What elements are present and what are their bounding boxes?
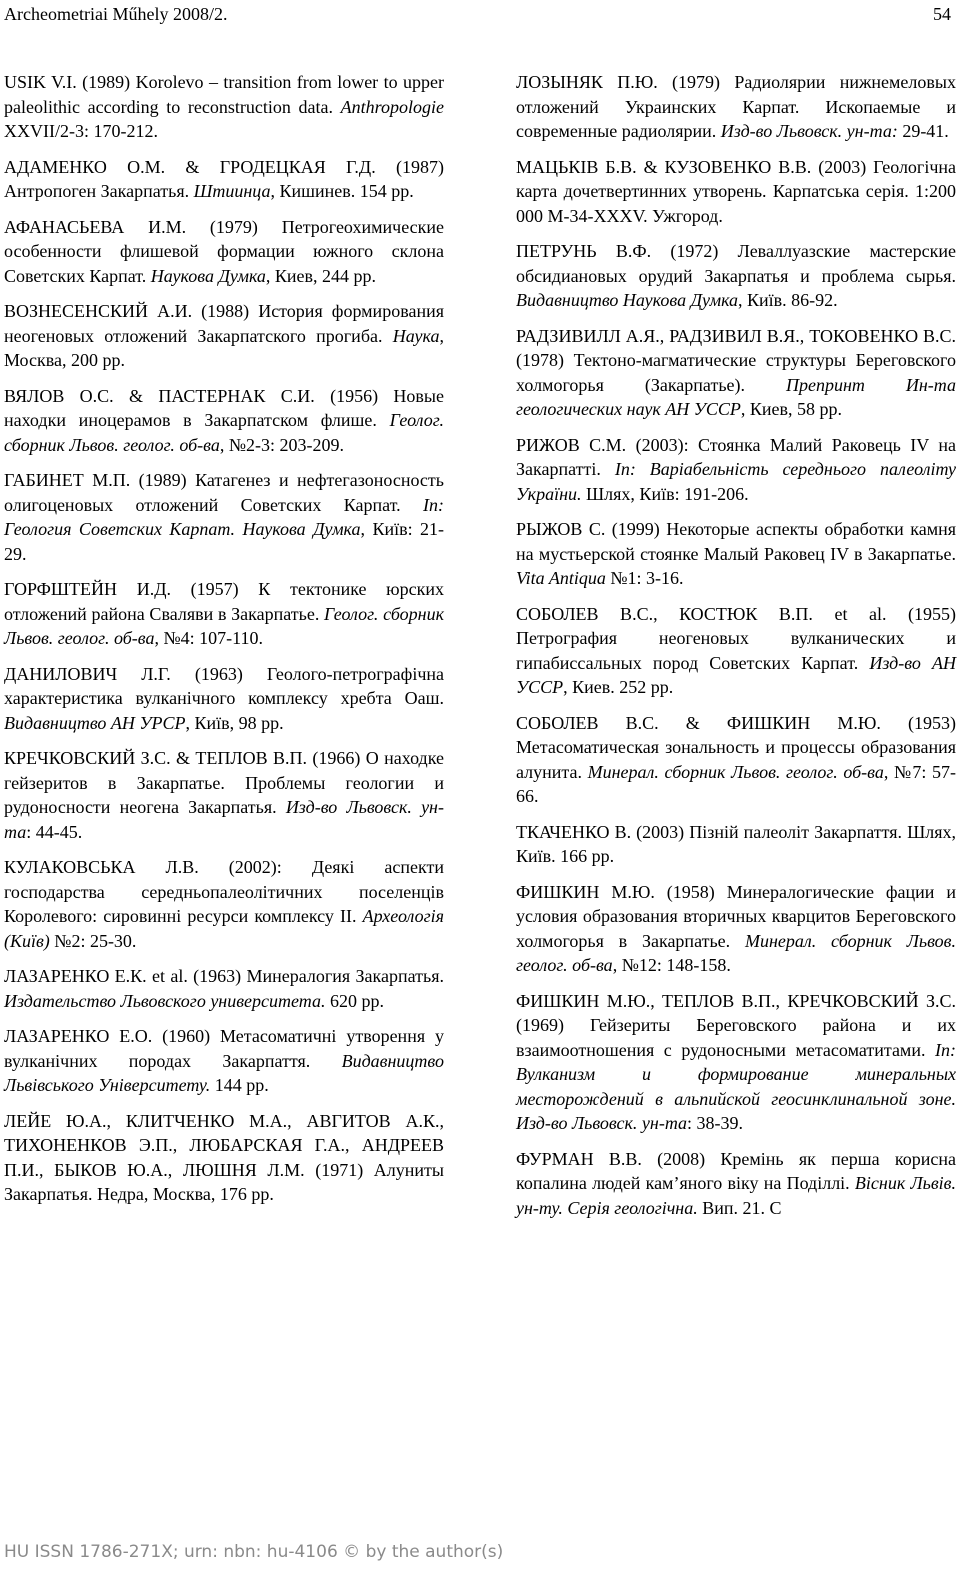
reference-entry xyxy=(516,989,956,1136)
reference-text: ФИШКИН М.Ю., ТЕПЛОВ В.П., КРЕЧКОВСКИЙ З.С. (1969) Гейзериты Береговского района и их взаимоотношения с рудоносными метасоматитами. xyxy=(516,990,956,1060)
reference-italic-text: Наука xyxy=(392,325,440,346)
reference-text: СОБОЛЕВ В.С. & ФИШКИН М.Ю. (1953) Метасоматическая зональность и процессы образования алунита. xyxy=(516,712,956,782)
reference-text: , №2-3: 203-209. xyxy=(219,434,345,455)
reference-italic-text: Наукова Думка xyxy=(150,265,266,286)
reference-text: USIK V.I. (1989) Korolevo – transition from lower to upper paleolithic according to reconstruction data. xyxy=(4,72,444,117)
page-number: 54 xyxy=(933,4,951,24)
reference-entry xyxy=(516,155,956,229)
reference-entry xyxy=(516,711,956,809)
reference-text: КУЛАКОВСЬКА Л.В. (2002): Деякі аспекти господарства середньопалеолітичних поселенців Королевого: сировинні ресурси комплексу II. xyxy=(4,857,444,926)
reference-text: , Кишинев. 154 pp. xyxy=(270,181,414,201)
reference-text: , Київ, 98 pp. xyxy=(185,712,284,733)
reference-text: РАДЗИВИЛЛ А.Я., РАДЗИВИЛ В.Я., ТОКОВЕНКО В.С. (1978) Тектоно-магматические структуры Береговского холмогорья (Закарпатье). xyxy=(516,325,956,395)
reference-italic-text: Vita Antiqua xyxy=(516,568,606,588)
reference-italic-text: Минерал. сборник Львов. геолог. об-ва xyxy=(516,930,956,975)
reference-text: ЛАЗАРЕНКО Е.О. (1960) Метасоматичні утворення у вулканічних породах Закарпаття. xyxy=(4,1026,444,1071)
page-header xyxy=(0,0,960,28)
reference-text: СОБОЛЕВ В.С., КОСТЮК В.П. et al. (1955) Петрография неогеновых вулканических и гипабиссальных пород Советских Карпат. xyxy=(516,603,956,673)
reference-entry xyxy=(4,662,444,736)
reference-entry xyxy=(4,299,444,373)
reference-text: , №12: 148-158. xyxy=(612,955,731,975)
reference-text: ГАБИНЕТ М.П. (1989) Катагенез и нефтегазоносность олигоценовых отложений Советских Карпат. xyxy=(4,470,444,515)
reference-entry xyxy=(4,1109,444,1207)
reference-text: АДАМЕНКО О.М. & ГРОДЕЦКАЯ Г.Д. (1987) Антропоген Закарпатья. xyxy=(4,156,444,201)
reference-entry xyxy=(516,324,956,422)
reference-entry xyxy=(4,1024,444,1098)
reference-italic-text: Видавництво Наукова Думка xyxy=(516,290,739,310)
reference-entry xyxy=(4,70,444,144)
reference-text: , Москва, 200 pp. xyxy=(4,325,444,370)
reference-italic-text: Anthropologie xyxy=(340,96,444,117)
reference-italic-text: Видавництво АН УРСР xyxy=(4,712,186,733)
reference-text: : 44-45. xyxy=(26,821,83,842)
reference-italic-text: Препринт Ин-та геологических наук АН УССР xyxy=(516,374,956,419)
reference-text: ВОЗНЕСЕНСКИЙ А.И. (1988) История формирования неогеновых отложений Закарпатского прогиба. xyxy=(4,301,444,346)
reference-text: , №4: 107-110. xyxy=(154,628,263,648)
reference-text: 144 pp. xyxy=(210,1075,269,1095)
reference-text: ДАНИЛОВИЧ Л.Г. (1963) Геолого-петрографічна характеристика вулканічного комплексу хребта Оаш. xyxy=(4,663,444,708)
reference-text: 29-41. xyxy=(897,121,949,141)
references-left-column xyxy=(4,70,444,1218)
reference-text: , Киев, 244 pp. xyxy=(265,265,377,286)
reference-text: 620 pp. xyxy=(325,990,384,1011)
reference-text: ЛАЗАРЕНКО Е.К. et al. (1963) Минералогия Закарпатья. xyxy=(4,966,444,986)
reference-italic-text: In: Вулканизм и формирование минеральных месторождений в альпийской геосинклинальной зоне. Изд-во Львовск. ун-та xyxy=(516,1039,956,1133)
reference-entry xyxy=(516,602,956,700)
reference-entry xyxy=(516,880,956,978)
reference-entry xyxy=(516,70,956,144)
reference-entry xyxy=(4,155,444,204)
reference-entry xyxy=(516,820,956,869)
reference-text: ФУРМАН В.В. (2008) Кремінь як перша корисна копалина людей камʼяного віку на Поділлі. xyxy=(516,1148,956,1193)
reference-text: Вип. 21. С xyxy=(697,1197,782,1218)
reference-italic-text: Изд-во Львовск. ун-та xyxy=(4,797,444,842)
reference-italic-text: Археологія (Київ) xyxy=(4,906,444,951)
reference-text: ЛЕЙЕ Ю.А., КЛИТЧЕНКО М.А., АВГИТОВ А.К., ТИХОНЕНКОВ Э.П., ЛЮБАРСКАЯ Г.А., АНДРЕЕВ П.И., БЫКОВ Ю.А., ЛЮШНЯ Л.М. (1971) Алуниты Закарпатья. Недра, Москва, 176 pp. xyxy=(4,1110,444,1204)
reference-italic-text: Видавництво Львівського Університету. xyxy=(4,1050,444,1095)
reference-text: ТКАЧЕНКО В. (2003) Пізній палеоліт Закарпаття. Шлях, Київ. 166 pp. xyxy=(516,821,956,866)
reference-italic-text: Геолог. сборник Львов. геолог. об-ва xyxy=(4,603,445,648)
reference-italic-text: Штиинца xyxy=(193,181,271,201)
reference-entry xyxy=(516,239,956,313)
reference-italic-text: Изд-во АН УССР xyxy=(516,652,956,697)
reference-italic-text: Изд-во Львовск. ун-та: xyxy=(720,121,898,141)
reference-text: МАЦЬКІВ Б.В. & КУЗОВЕНКО В.В. (2003) Геологічна карта дочетвертинних утворень. Карпатська серія. 1:200 000 M-34-XXXV. Ужгород. xyxy=(516,156,956,226)
reference-entry xyxy=(4,577,444,651)
reference-entry xyxy=(516,433,956,507)
reference-text: , №7: 57-66. xyxy=(516,761,956,806)
reference-entry xyxy=(516,1147,956,1221)
reference-text: : 38-39. xyxy=(687,1113,744,1133)
reference-text: Шлях, Київ: 191-206. xyxy=(581,483,749,504)
reference-italic-text: In: Геология Советских Карпат. Наукова Думка xyxy=(4,494,444,539)
reference-italic-text: Минерал. сборник Львов. геолог. об-ва xyxy=(587,761,884,782)
footer-issn: HU ISSN 1786-271X; urn: nbn: hu-4106 © by the author(s) xyxy=(4,1542,504,1562)
reference-italic-text: Геолог. сборник Львов. геолог. об-ва xyxy=(4,410,444,455)
reference-text: №2: 25-30. xyxy=(49,930,137,951)
reference-text: ГОРФШТЕЙН И.Д. (1957) К тектонике юрских отложений района Сваляви в Закарпатье. xyxy=(4,579,444,624)
references-right-column xyxy=(516,70,956,1231)
reference-text: ФИШКИН М.Ю. (1958) Минералогические фации и условия образования вторичных кварцитов Береговского холмогорья в Закарпатье. xyxy=(516,881,956,951)
reference-entry xyxy=(4,384,444,458)
reference-italic-text: In: Варіабельність середнього палеоліту України. xyxy=(516,459,957,504)
reference-entry xyxy=(4,964,444,1013)
reference-text: , Київ: 21-29. xyxy=(4,519,444,564)
reference-text: АФАНАСЬЕВА И.М. (1979) Петрогеохимические особенности флишевой формации южного склона Советских Карпат. xyxy=(4,216,444,286)
reference-text: РИЖОВ С.М. (2003): Стоянка Малий Раковець IV на Закарпатті. xyxy=(516,434,956,479)
reference-text: XXVII/2-3: 170-212. xyxy=(4,121,158,141)
reference-entry xyxy=(4,746,444,844)
journal-title: Archeometriai Műhely 2008/2. xyxy=(4,4,228,24)
reference-text: ПЕТРУНЬ В.Ф. (1972) Леваллуазские мастерские обсидиановых орудий Закарпатья и проблема сырья. xyxy=(516,241,956,286)
reference-text: , Киев. 252 pp. xyxy=(563,677,674,697)
reference-entry xyxy=(4,468,444,566)
reference-italic-text: Вісник Львів. ун-ту. Серія геологічна. xyxy=(516,1173,956,1218)
reference-entry xyxy=(4,855,444,953)
reference-text: №1: 3-16. xyxy=(605,568,684,588)
reference-entry xyxy=(4,215,444,289)
reference-text: ЛОЗЫНЯК П.Ю. (1979) Радиолярии нижнемеловых отложений Украинских Карпат. Ископаемые и современные радиолярии. xyxy=(516,72,956,141)
reference-text: КРЕЧКОВСКИЙ З.С. & ТЕПЛОВ В.П. (1966) О находке гейзеритов в Закарпатье. Проблемы геологии и рудоносности неогена Закарпатья. xyxy=(4,748,444,817)
reference-italic-text: Издательство Львовского университета. xyxy=(4,990,326,1011)
reference-text: ВЯЛОВ О.С. & ПАСТЕРНАК С.И. (1956) Новые находки иноцерамов в Закарпатском флише. xyxy=(4,385,444,430)
reference-text: , Киев, 58 pp. xyxy=(740,399,843,419)
reference-entry xyxy=(516,517,956,591)
reference-text: , Київ. 86-92. xyxy=(738,290,838,310)
reference-text: РЫЖОВ С. (1999) Некоторые аспекты обработки камня на мустьерской стоянке Малый Раковец IV в Закарпатье. xyxy=(516,519,956,564)
